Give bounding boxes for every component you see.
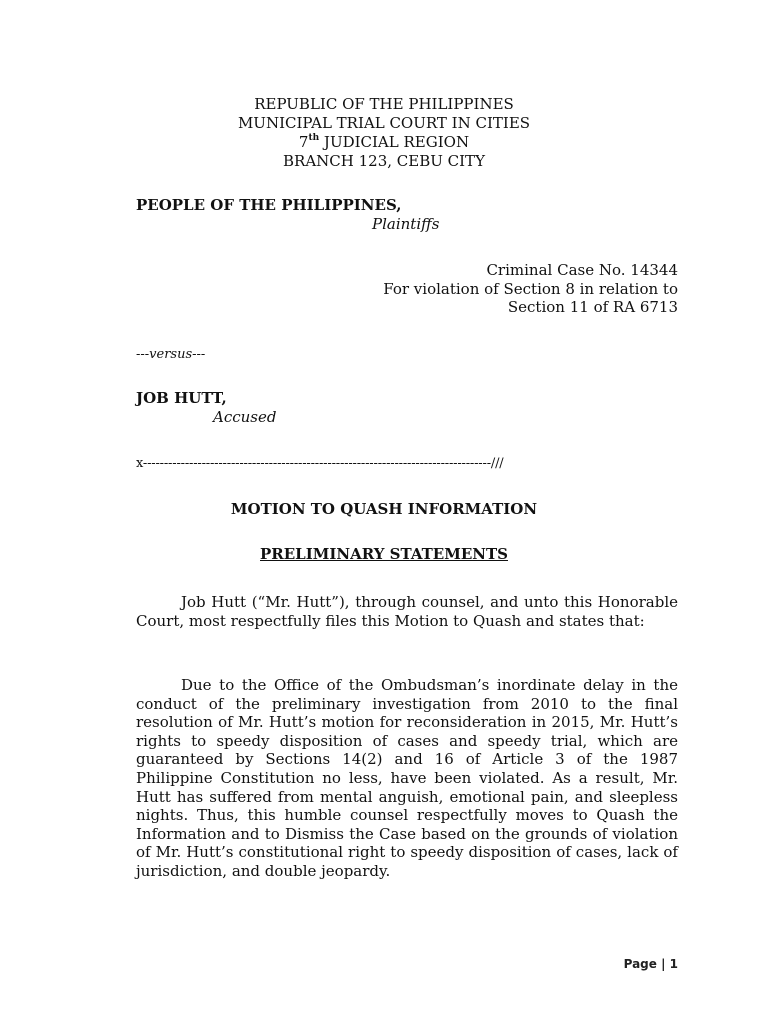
case-violation-line1: For violation of Section 8 in relation to (383, 280, 678, 298)
accused-name: JOB HUTT, (136, 389, 227, 407)
region-ordinal: th (308, 133, 320, 143)
paragraph-intro: Job Hutt (“Mr. Hutt”), through counsel, and unto this Honorable Court, most respectfully files this Motion to Quash and states that: (136, 593, 678, 630)
case-number: Criminal Case No. 14344 (486, 261, 678, 279)
paragraph-statement: Due to the Office of the Ombudsman’s inordinate delay in the conduct of the preliminary investigation from 2010 to the final resolution of Mr. Hutt’s motion for reconsideration in 2015, Mr. Hutt’s rights to speedy disposition of cases and speedy trial, which are guaranteed by Sections 14(2) and 16 of Article 3 of the 1987 Philippine Constitution no less, have been violated. As a result, Mr. Hutt has suffered from mental anguish, emotional pain, and sleepless nights. Thus, this humble counsel respectfully moves to Quash the Information and to Dismiss the Case based on the grounds of violation of Mr. Hutt’s constitutional right to speedy disposition of cases, lack of jurisdiction, and double jeopardy. (136, 676, 678, 880)
plaintiff-name: PEOPLE OF THE PHILIPPINES, (136, 196, 402, 214)
versus-label: ---versus--- (136, 347, 206, 362)
header-court: MUNICIPAL TRIAL COURT IN CITIES (237, 114, 531, 132)
header-branch: BRANCH 123, CEBU CITY (283, 152, 485, 170)
section-heading-text: PRELIMINARY STATEMENTS (260, 545, 508, 563)
section-heading (0, 545, 768, 564)
caption-separator: x-----------------------------------------------------------------------------------/// (136, 456, 504, 471)
motion-title: MOTION TO QUASH INFORMATION (230, 500, 538, 518)
header-republic: REPUBLIC OF THE PHILIPPINES (254, 95, 514, 113)
accused-role: Accused (213, 408, 277, 426)
page-number: Page | 1 (623, 957, 678, 971)
header-region (0, 133, 768, 152)
case-violation-line2: Section 11 of RA 6713 (507, 298, 678, 316)
plaintiff-role: Plaintiffs (372, 215, 440, 233)
region-number: 7 (298, 133, 309, 151)
region-label: JUDICIAL REGION (319, 133, 470, 151)
